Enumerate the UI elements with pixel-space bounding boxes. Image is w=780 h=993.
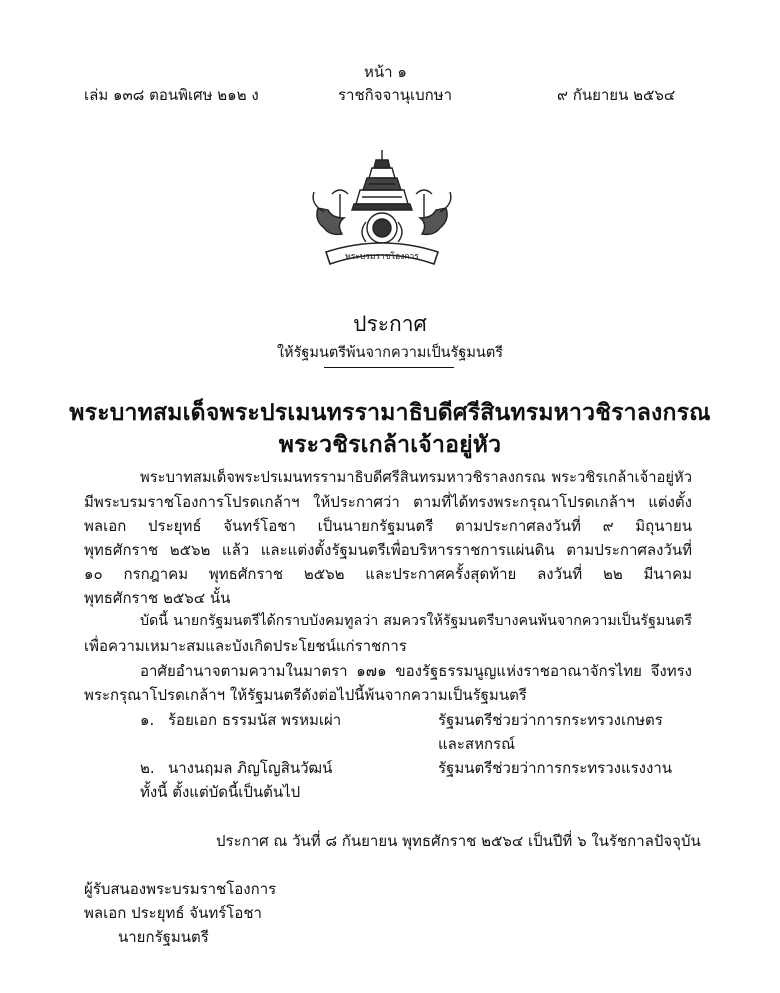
volume-info: เล่ม ๑๓๘ ตอนพิเศษ ๒๑๒ ง (84, 86, 259, 104)
minister-position: รัฐมนตรีช่วยว่าการกระทรวงแรงงาน (438, 759, 673, 777)
minister-name: นางนฤมล ภิญโญสินวัฒน์ (168, 759, 333, 777)
para2-line: บัดนี้ นายกรัฐมนตรีได้กราบบังคมทูลว่า สมควรให้รัฐมนตรีบางคนพ้นจากความเป็นรัฐมนตรี (140, 613, 692, 629)
page-number: หน้า ๑ (364, 63, 407, 81)
king-title-line1: พระบาทสมเด็จพระปรเมนทรรามาธิบดีศรีสินทรมหาวชิราลงกรณ (69, 400, 711, 426)
gazette-name: ราชกิจจานุเบกษา (338, 86, 453, 104)
effective-clause: ทั้งนี้ ตั้งแต่บัดนี้เป็นต้นไป (140, 783, 301, 801)
para2-line: เพื่อความเหมาะสมและบังเกิดประโยชน์แก่ราชการ (84, 637, 407, 655)
para1-line: พลเอก ประยุทธ์ จันทร์โอชา เป็นนายกรัฐมนตรี ตามประกาศลงวันที่ ๙ มิถุนายน (84, 517, 692, 535)
royal-emblem-icon (306, 148, 458, 270)
body-paragraph-3 (84, 659, 692, 703)
emblem-banner-text: พระบรมราชโองการ (345, 252, 419, 262)
minister-number: ๑. (140, 711, 155, 729)
body-paragraph-1 (84, 466, 692, 606)
dated-line: ประกาศ ณ วันที่ ๘ กันยายน พุทธศักราช ๒๕๖๔ เป็นปีที่ ๖ ในรัชกาลปัจจุบัน (216, 832, 701, 850)
title-divider (324, 367, 454, 368)
signatory-title: นายกรัฐมนตรี (118, 928, 209, 946)
king-title-line2: พระวชิรเกล้าเจ้าอยู่หัว (278, 432, 502, 458)
announcement-title: ประกาศ (353, 312, 427, 336)
countersign-label: ผู้รับสนองพระบรมราชโองการ (84, 880, 277, 898)
gazette-date: ๙ กันยายน ๒๕๖๔ (557, 86, 676, 104)
para1-line: พุทธศักราช ๒๕๖๒ แล้ว และแต่งตั้งรัฐมนตรีเพื่อบริหารราชการแผ่นดิน ตามประกาศลงวันที่ (84, 541, 692, 559)
body-paragraph-2 (84, 610, 692, 654)
minister-position-cont: และสหกรณ์ (438, 735, 516, 753)
minister-name: ร้อยเอก ธรรมนัส พรหมเผ่า (168, 711, 342, 729)
para3-line: อาศัยอำนาจตามความในมาตรา ๑๗๑ ของรัฐธรรมนูญแห่งราชอาณาจักรไทย จึงทรง (140, 662, 692, 680)
para1-line: พุทธศักราช ๒๕๖๔ นั้น (84, 589, 231, 607)
para1-line: มีพระบรมราชโองการโปรดเกล้าฯ ให้ประกาศว่า ตามที่ได้ทรงพระกรุณาโปรดเกล้าฯ แต่งตั้ง (84, 493, 692, 511)
para1-line: ๑๐ กรกฎาคม พุทธศักราช ๒๕๖๒ และประกาศครั้งสุดท้าย ลงวันที่ ๒๒ มีนาคม (84, 565, 692, 583)
minister-number: ๒. (140, 759, 155, 777)
para3-line: พระกรุณาโปรดเกล้าฯ ให้รัฐมนตรีดังต่อไปนี้พ้นจากความเป็นรัฐมนตรี (84, 686, 527, 704)
signatory-name: พลเอก ประยุทธ์ จันทร์โอชา (84, 904, 262, 922)
para1-line: พระบาทสมเด็จพระปรเมนทรรามาธิบดีศรีสินทรมหาวชิราลงกรณ พระวชิรเกล้าเจ้าอยู่หัว (140, 469, 692, 486)
minister-position: รัฐมนตรีช่วยว่าการกระทรวงเกษตร (438, 711, 663, 729)
announcement-subtitle: ให้รัฐมนตรีพ้นจากความเป็นรัฐมนตรี (276, 345, 504, 361)
